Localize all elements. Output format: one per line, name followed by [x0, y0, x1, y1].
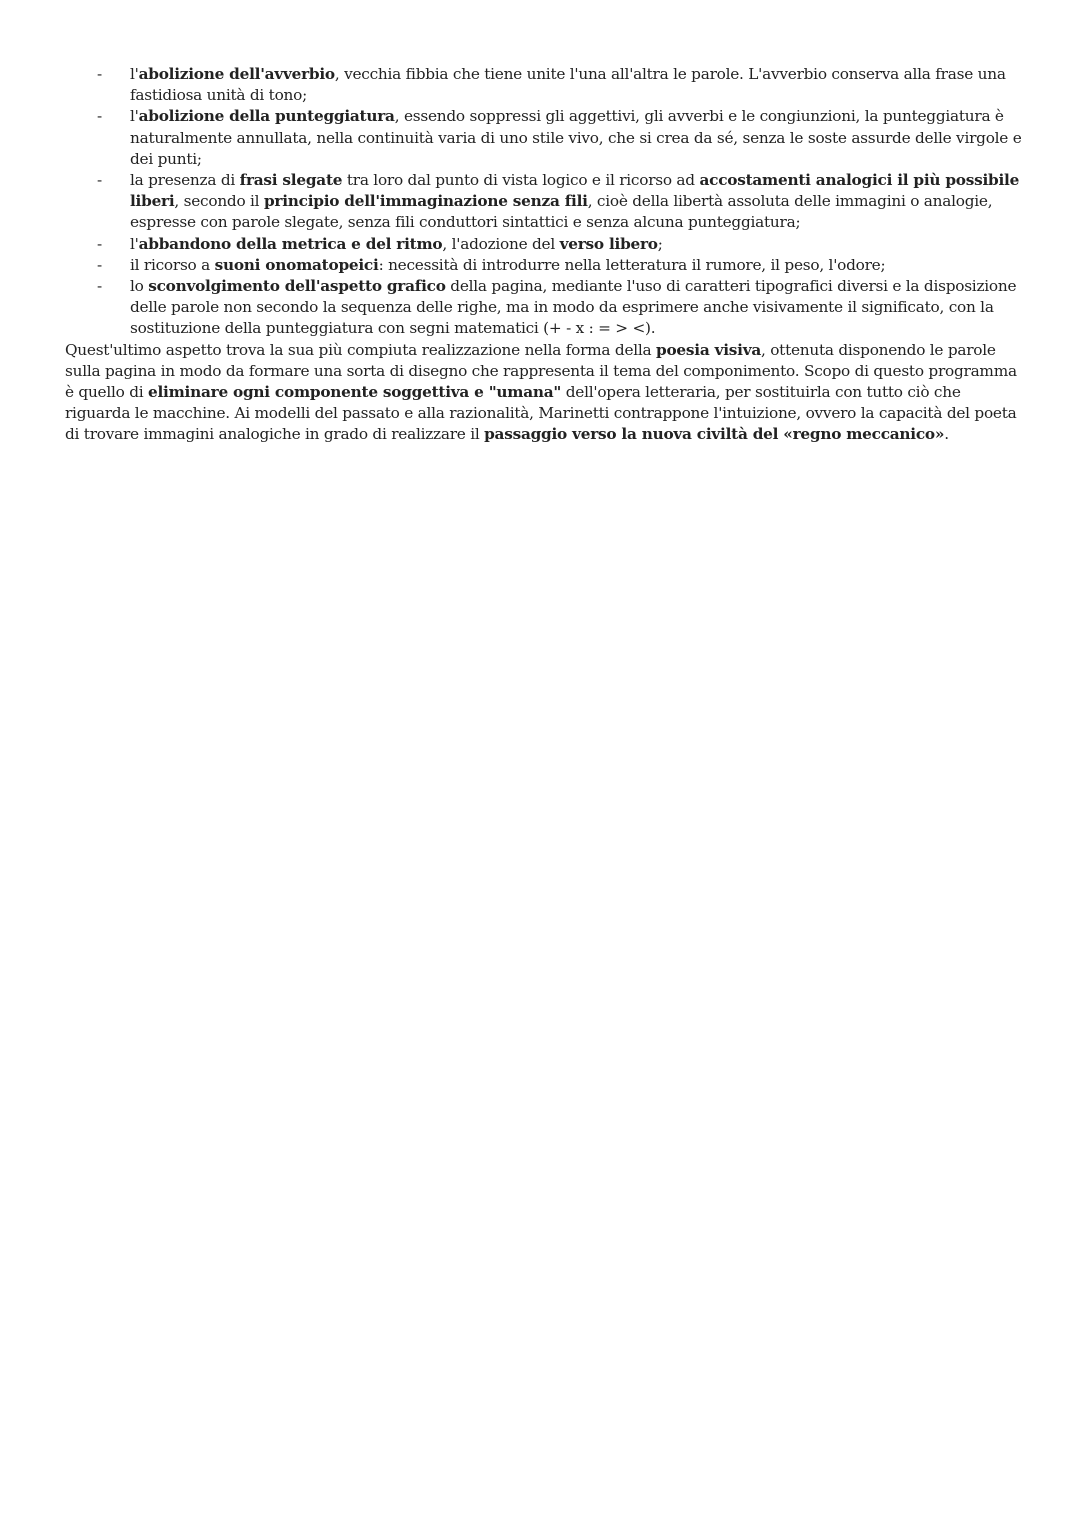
- bullet-dash: -: [97, 255, 102, 274]
- bold-term: abbandono della metrica e del ritmo: [138, 234, 443, 253]
- text-segment: l': [130, 107, 139, 126]
- text-segment: dell'opera letteraria, per sostituirla con tutto ciò che riguarda le macchine. Ai modelli del passato e alla razionalità, Marinetti contrappone l'intuizione, ovvero la capacità del poeta di trovare immagini analogiche in grado di realizzare il: [65, 383, 1017, 444]
- text-segment: , secondo il: [174, 192, 264, 211]
- bold-term: poesia visiva: [656, 340, 761, 359]
- text-segment: il ricorso a: [130, 255, 215, 274]
- text-segment: lo: [130, 277, 149, 296]
- list-item: [65, 170, 1025, 234]
- bullet-dash: -: [97, 277, 102, 296]
- text-segment: , ottenuta disponendo le parole sulla pagina in modo da formare una sorta di disegno che rappresenta il tema del componimento. Scopo di questo programma è quello di: [65, 340, 1017, 402]
- bold-term: eliminare ogni componente soggettiva e "umana": [148, 383, 562, 402]
- text-segment: l': [130, 234, 139, 253]
- text-segment: : necessità di introdurre nella letteratura il rumore, il peso, l'odore;: [378, 255, 886, 274]
- bold-term: abolizione dell'avverbio: [138, 65, 335, 83]
- text-segment: , l'adozione del: [442, 234, 560, 253]
- text-segment: la presenza di: [130, 171, 240, 190]
- bullet-dash: -: [97, 107, 102, 126]
- list-item: [65, 64, 1025, 106]
- text-segment: .: [944, 425, 949, 444]
- bold-term: abolizione della punteggiatura: [138, 107, 395, 126]
- text-segment: l': [130, 65, 139, 83]
- bullet-dash: -: [97, 234, 102, 253]
- text-segment: della pagina, mediante l'uso di caratteri tipografici diversi e la disposizione delle parole non secondo la sequenza delle righe, ma in modo da esprimere anche visivamente il significato, con la sostituzione della punteggiatura con segni matematici (+ - x : = > <).: [130, 277, 1017, 338]
- bold-term: accostamenti analogici il più possibile liberi: [130, 171, 1020, 211]
- text-segment: , essendo soppressi gli aggettivi, gli avverbi e le congiunzioni, la punteggiatura è naturalmente annullata, nella continuità varia di uno stile vivo, che si crea da sé, senza le soste assurde delle virgole e dei punti;: [130, 107, 1022, 168]
- list-item: [65, 234, 1025, 255]
- text-segment: tra loro dal punto di vista logico e il ricorso ad: [342, 171, 700, 190]
- bold-term: verso libero: [559, 234, 658, 253]
- text-segment: , vecchia fibbia che tiene unite l'una all'altra le parole. L'avverbio conserva alla frase una fastidiosa unità di tono;: [130, 65, 1006, 105]
- text-segment: ;: [657, 234, 663, 253]
- bullet-dash: -: [97, 171, 102, 190]
- bold-term: passaggio verso la nuova civiltà del «regno meccanico»: [484, 425, 945, 444]
- bold-term: suoni onomatopeici: [214, 255, 379, 274]
- list-item: [65, 255, 1025, 276]
- bold-term: frasi slegate: [239, 171, 343, 190]
- bold-term: sconvolgimento dell'aspetto grafico: [148, 277, 446, 296]
- bullet-dash: -: [97, 65, 102, 83]
- document-page: [65, 64, 1025, 446]
- bold-term: principio dell'immaginazione senza fili: [263, 192, 588, 211]
- list-item: [65, 276, 1025, 340]
- list-item: [65, 106, 1025, 170]
- futurism-features-list: [65, 64, 1025, 340]
- text-segment: Quest'ultimo aspetto trova la sua più compiuta realizzazione nella forma della: [65, 340, 657, 359]
- text-segment: , cioè della libertà assoluta delle immagini o analogie, espresse con parole slegate, senza fili conduttori sintattici e senza alcuna punteggiatura;: [130, 192, 993, 232]
- body-paragraph: [65, 340, 1025, 446]
